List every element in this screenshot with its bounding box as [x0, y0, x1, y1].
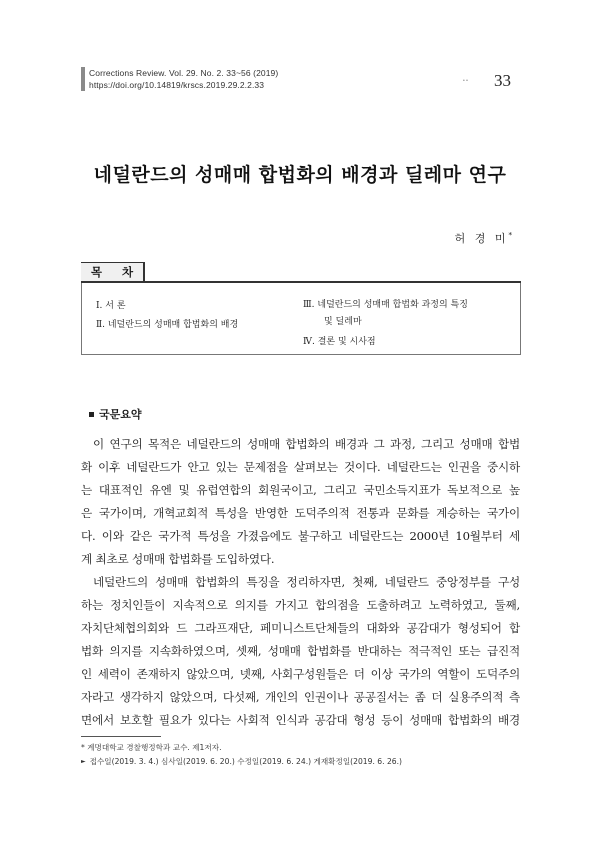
abstract-line: 면에서 보호할 필요가 있다는 사회적 인식과 공감대 형성 등이 성매매 합법화의 배경: [81, 713, 520, 727]
footnote-dates: [81, 756, 402, 767]
toc-item-3: Ⅲ. 네덜란드의 성매매 합법화 과정의 특징: [303, 300, 468, 310]
abstract-line: 화 이후 네덜란드가 안고 있는 문제점을 살펴보는 것이다. 네덜란드는 인권을 중시하: [81, 460, 520, 474]
abstract-heading: [89, 406, 142, 422]
abstract-line: 인 세력이 존재하지 않았으며, 넷째, 사회구성원들은 더 이상 국가의 역할이 도덕주의: [81, 667, 520, 681]
abstract-line: 자치단체협의회와 드 그라프재단, 페미니스트단체들의 대화와 공감대가 형성되어 합: [81, 621, 520, 635]
author-name: [455, 230, 512, 246]
author-footnote-mark: *: [508, 231, 512, 240]
toc-item-4: Ⅳ. 결론 및 시사점: [303, 337, 376, 347]
footnote-dates-text: 접수일(2019. 3. 4.) 심사일(2019. 6. 20.) 수정일(2019. 6. 24.) 게재확정일(2019. 6. 26.): [89, 757, 402, 766]
journal-citation: Corrections Review. Vol. 29. No. 2. 33~56 (2019): [89, 68, 279, 78]
page-number: 33: [494, 71, 511, 90]
abstract-line: 은 국가이며, 개혁교회적 특성을 반영한 도덕주의적 전통과 문화를 계승하는 국가이: [81, 506, 520, 520]
toc-item-1: Ⅰ. 서 론: [96, 301, 126, 311]
toc-label: 목 차: [81, 262, 145, 281]
abstract-line: 는 대표적인 유엔 및 유럽연합의 회원국이고, 그리고 국민소득지표가 독보적으로 높: [81, 483, 520, 497]
arrow-right-icon: ►: [81, 758, 86, 765]
abstract-line: 계 최초로 성매매 합법화를 도입하였다.: [81, 552, 275, 566]
doi-link[interactable]: https://doi.org/10.14819/krscs.2019.29.2.2.33: [89, 80, 265, 90]
abstract-heading-text: 국문요약: [99, 408, 142, 421]
abstract-line: 이 연구의 목적은 네덜란드의 성매매 합법화의 배경과 그 과정, 그리고 성매매 합법: [93, 437, 520, 451]
abstract-line: 네덜란드의 성매매 합법화의 특징을 정리하자면, 첫째, 네덜란드 중앙정부를 구성: [93, 575, 520, 589]
page-mark: • •: [463, 78, 468, 84]
abstract-line: 하는 정치인들이 지속적으로 의지를 가지고 합의점을 도출하려고 노력하였고, 둘째,: [81, 598, 520, 612]
abstract-line: 법화 의지를 지속화하였으며, 셋째, 성매매 합법화를 반대하는 적극적인 또는 급진적: [81, 644, 520, 658]
paper-title: 네덜란드의 성매매 합법화의 배경과 딜레마 연구: [93, 164, 507, 186]
footnote-affiliation: * 계명대학교 경찰행정학과 교수. 제1저자.: [81, 743, 222, 752]
abstract-line: 다. 이와 같은 국가적 특성을 가졌음에도 불구하고 네덜란드는 2000년 10월부터 세: [81, 529, 520, 543]
bullet-square-icon: [89, 412, 94, 417]
toc-item-2: Ⅱ. 네덜란드의 성매매 합법화의 배경: [96, 320, 239, 330]
header-accent-bar: [81, 67, 85, 91]
author-text: 허 경 미: [454, 232, 509, 245]
toc-item-3-cont: 및 딜레마: [324, 317, 362, 327]
abstract-line: 자라고 생각하지 않았으며, 다섯째, 개인의 인권이나 공공질서는 좀 더 실용주의적 측: [81, 690, 520, 704]
footnote-divider: [81, 736, 161, 737]
